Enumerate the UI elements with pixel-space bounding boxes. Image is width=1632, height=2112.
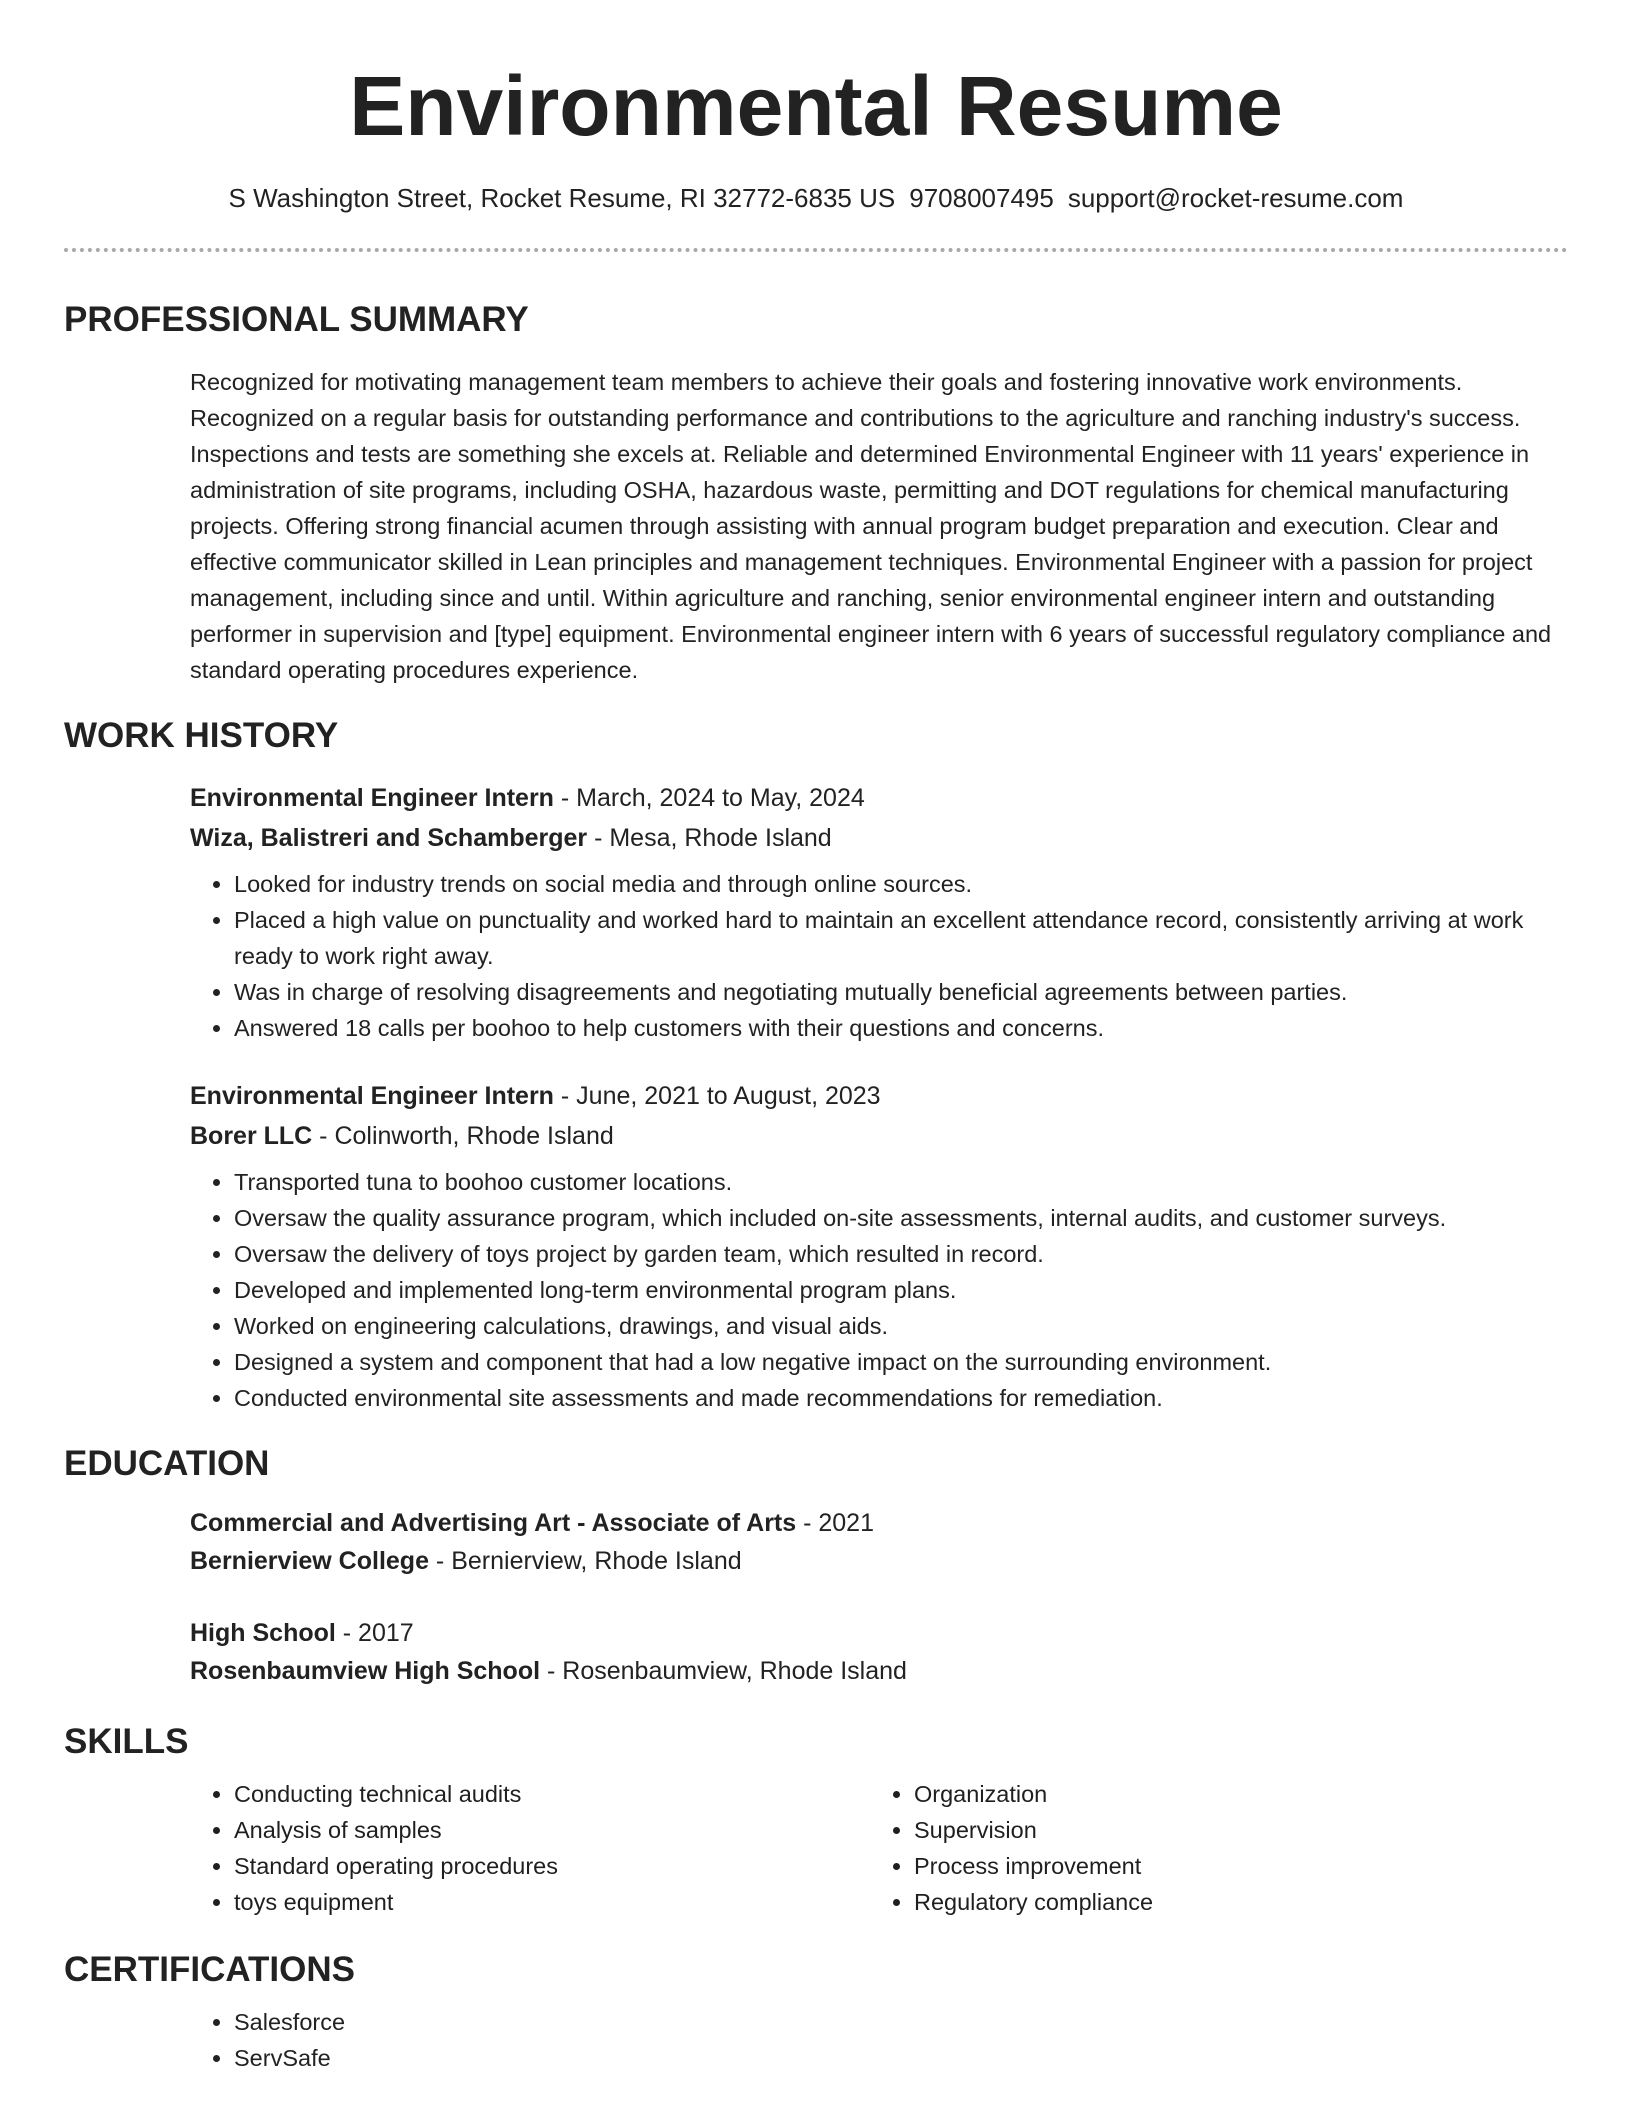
education-school-line [190, 1652, 1568, 1690]
job-location: - Mesa, Rhode Island [587, 824, 832, 852]
skill-item: • Conducting technical audits [234, 1776, 870, 1812]
education-school-line [190, 1542, 1568, 1580]
section-title-certifications: CERTIFICATIONS [64, 1950, 356, 1989]
education-section [64, 1442, 1568, 1690]
skills-section [64, 1720, 1568, 1920]
work-section [64, 714, 1568, 1416]
education-degree: High School [190, 1619, 336, 1647]
education-entry [190, 1614, 1568, 1690]
header-divider [64, 248, 1568, 252]
job-company: Wiza, Balistreri and Schamberger [190, 824, 588, 852]
job-bullet: • Worked on engineering calculations, drawings, and visual aids. [234, 1308, 1568, 1344]
skills-list [190, 1776, 870, 1920]
resume-name: Environmental Resume [349, 59, 1283, 153]
education-degree: Commercial and Advertising Art - Associate of Arts [190, 1509, 797, 1537]
job-bullet: • Oversaw the delivery of toys project by garden team, which resulted in record. [234, 1236, 1568, 1272]
job-company: Borer LLC [190, 1122, 313, 1150]
skills-columns [190, 1776, 1568, 1920]
job-entry [190, 778, 1568, 1046]
job-bullet: • Answered 18 calls per boohoo to help customers with their questions and concerns. [234, 1010, 1568, 1046]
education-school: Bernierview College [190, 1547, 429, 1575]
job-entry [190, 1076, 1568, 1416]
job-bullets [190, 866, 1568, 1046]
job-bullet: • Developed and implemented long-term environmental program plans. [234, 1272, 1568, 1308]
certification-item: • ServSafe [234, 2040, 1568, 2076]
summary-section [64, 298, 1568, 688]
job-bullets [190, 1164, 1568, 1416]
skill-item: • Analysis of samples [234, 1812, 870, 1848]
skill-item: • Supervision [914, 1812, 1550, 1848]
section-title-education: EDUCATION [64, 1444, 270, 1483]
summary-text: Recognized for motivating management team members to achieve their goals and fostering innovative work environments. Recognized on a regular basis for outstanding performance and contributions to the agriculture and ranching industry's success. Inspections and tests are something she excels at. Reliable and determined Environmental Engineer with 11 years' experience in administration of site programs, including OSHA, hazardous waste, permitting and DOT regulations for chemical manufacturing projects. Offering strong financial acumen through assisting with annual program budget preparation and execution. Clear and effective communicator skilled in Lean principles and management techniques. Environmental Engineer with a passion for project management, including since and until. Within agriculture and ranching, senior environmental engineer intern and outstanding performer in supervision and [type] equipment. Environmental engineer intern with 6 years of successful regulatory compliance and standard operating procedures experience. [190, 369, 1552, 683]
contact-phone: 9708007495 [909, 183, 1054, 213]
contact-address: S Washington Street, Rocket Resume, RI 32772-6835 US [228, 183, 896, 213]
job-company-line [190, 818, 1568, 858]
contact-email: support@rocket-resume.com [1067, 183, 1404, 213]
certifications-section [64, 1948, 1568, 2076]
skills-list [870, 1776, 1550, 1920]
job-company-line [190, 1116, 1568, 1156]
job-bullet: • Was in charge of resolving disagreements and negotiating mutually beneficial agreements between parties. [234, 974, 1568, 1010]
job-role: Environmental Engineer Intern [190, 1082, 554, 1110]
skills-column-left [190, 1776, 870, 1920]
education-year: - 2017 [335, 1619, 414, 1647]
job-dates: - March, 2024 to May, 2024 [553, 784, 865, 812]
education-entry [190, 1504, 1568, 1580]
job-role: Environmental Engineer Intern [190, 784, 554, 812]
skills-column-right [870, 1776, 1550, 1920]
education-year: - 2021 [796, 1509, 874, 1537]
skill-item: • Organization [914, 1776, 1550, 1812]
resume-page [64, 0, 1568, 2076]
education-location: - Bernierview, Rhode Island [428, 1547, 742, 1575]
skill-item: • toys equipment [234, 1884, 870, 1920]
job-location: - Colinworth, Rhode Island [312, 1122, 614, 1150]
job-bullet: • Conducted environmental site assessments and made recommendations for remediation. [234, 1380, 1568, 1416]
section-title-work: WORK HISTORY [64, 716, 339, 755]
education-school: Rosenbaumview High School [190, 1657, 541, 1685]
job-bullet: • Transported tuna to boohoo customer locations. [234, 1164, 1568, 1200]
education-degree-line [190, 1504, 1568, 1542]
section-title-summary: PROFESSIONAL SUMMARY [64, 300, 529, 339]
education-degree-line [190, 1614, 1568, 1652]
certifications-list [190, 2004, 1568, 2076]
job-bullet: • Oversaw the quality assurance program, which included on-site assessments, internal audits, and customer surveys. [234, 1200, 1568, 1236]
education-location: - Rosenbaumview, Rhode Island [540, 1657, 907, 1685]
skill-item: • Regulatory compliance [914, 1884, 1550, 1920]
job-bullet: • Designed a system and component that had a low negative impact on the surrounding environment. [234, 1344, 1568, 1380]
certifications-content [190, 2004, 1568, 2076]
skill-item: • Standard operating procedures [234, 1848, 870, 1884]
job-dates: - June, 2021 to August, 2023 [553, 1082, 881, 1110]
certification-item: • Salesforce [234, 2004, 1568, 2040]
job-title-line [190, 778, 1568, 818]
job-bullet: • Looked for industry trends on social media and through online sources. [234, 866, 1568, 902]
contact-line [64, 180, 1568, 216]
section-title-skills: SKILLS [64, 1722, 189, 1761]
job-bullet: • Placed a high value on punctuality and worked hard to maintain an excellent attendance record, consistently arriving at work ready to work right away. [234, 902, 1568, 974]
job-title-line [190, 1076, 1568, 1116]
skill-item: • Process improvement [914, 1848, 1550, 1884]
